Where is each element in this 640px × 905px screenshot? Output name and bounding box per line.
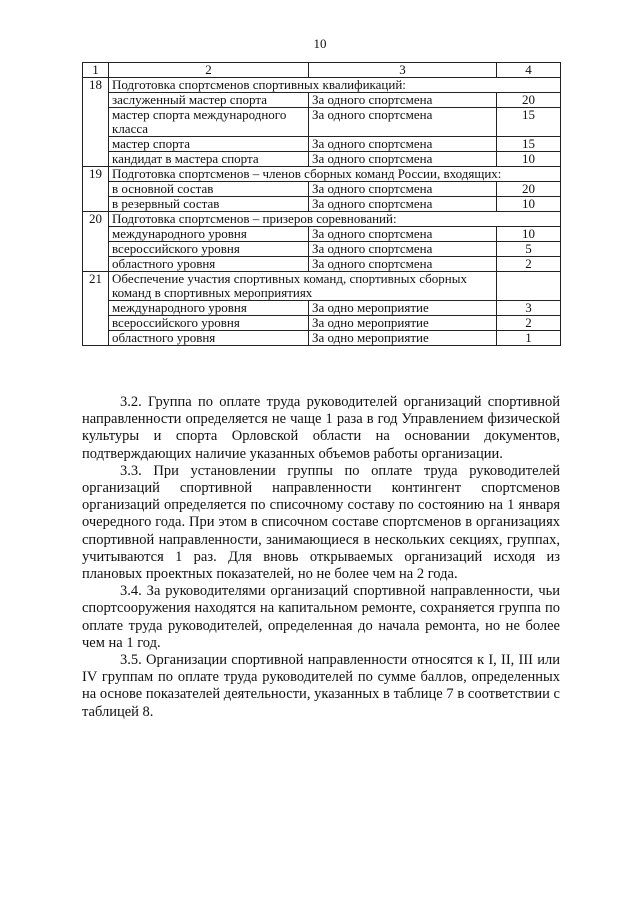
table-row bbox=[83, 257, 561, 272]
row-unit: За одного спортсмена bbox=[309, 182, 497, 197]
row-unit: За одного спортсмена bbox=[309, 152, 497, 167]
row-label: международного уровня bbox=[109, 301, 309, 316]
row-value: 10 bbox=[497, 197, 561, 212]
row-value: 2 bbox=[497, 316, 561, 331]
table-row bbox=[83, 227, 561, 242]
row-value: 5 bbox=[497, 242, 561, 257]
row-unit: За одного спортсмена bbox=[309, 197, 497, 212]
group-title: Подготовка спортсменов – членов сборных команд России, входящих: bbox=[109, 167, 561, 182]
row-unit: За одно мероприятие bbox=[309, 316, 497, 331]
row-label: кандидат в мастера спорта bbox=[109, 152, 309, 167]
row-value: 2 bbox=[497, 257, 561, 272]
row-value: 20 bbox=[497, 93, 561, 108]
group-title: Обеспечение участия спортивных команд, спортивных сборных команд в спортивных мероприятиях bbox=[109, 272, 497, 301]
row-unit: За одно мероприятие bbox=[309, 301, 497, 316]
paragraph-3-3: 3.3. При установлении группы по оплате труда руководителей организаций спортивной направленности контингент спортсменов организаций определяется по списочному составу по состоянию на 1 января очередного года. При этом в списочном составе спортсменов в организациях спортивной направленности, занимающиеся в нескольких секциях, группах, учитываются 1 раз. Для вновь открываемых организаций исходя из плановых проектных показателей, но не более чем на 2 года. bbox=[82, 462, 560, 583]
page-number: 10 bbox=[313, 36, 327, 51]
row-label: областного уровня bbox=[109, 257, 309, 272]
row-value: 15 bbox=[497, 137, 561, 152]
row-label: областного уровня bbox=[109, 331, 309, 346]
row-label: всероссийского уровня bbox=[109, 242, 309, 257]
table-header-row bbox=[83, 63, 561, 78]
column-header: 3 bbox=[309, 63, 497, 78]
table-group-row bbox=[83, 212, 561, 227]
group-title: Подготовка спортсменов – призеров соревнований: bbox=[109, 212, 561, 227]
row-unit: За одно мероприятие bbox=[309, 331, 497, 346]
paragraph-3-5: 3.5. Организации спортивной направленности относятся к I, II, III или IV группам по оплате труда руководителей по сумме баллов, определенных на основе показателей деятельности, указанных в таблице 7 в соответствии с таблицей 8. bbox=[82, 652, 560, 720]
row-value: 10 bbox=[497, 227, 561, 242]
row-unit: За одного спортсмена bbox=[309, 227, 497, 242]
body-text bbox=[82, 394, 560, 721]
row-value: 20 bbox=[497, 182, 561, 197]
row-number: 21 bbox=[83, 272, 109, 346]
table-row bbox=[83, 93, 561, 108]
table-group-row bbox=[83, 272, 561, 301]
table-row bbox=[83, 331, 561, 346]
paragraph-3-2: 3.2. Группа по оплате труда руководителей организаций спортивной направленности определяется не чаще 1 раза в год Управлением физической культуры и спорта Орловской области на основании документов, подтверждающих наличие указанных объемов работы организации. bbox=[82, 394, 560, 462]
row-label: в резервный состав bbox=[109, 197, 309, 212]
table-row bbox=[83, 182, 561, 197]
row-label: в основной состав bbox=[109, 182, 309, 197]
row-unit: За одного спортсмена bbox=[309, 108, 497, 137]
row-unit: За одного спортсмена bbox=[309, 93, 497, 108]
row-label: мастер спорта bbox=[109, 137, 309, 152]
empty-cell bbox=[497, 272, 561, 301]
table-row bbox=[83, 301, 561, 316]
row-label: заслуженный мастер спорта bbox=[109, 93, 309, 108]
row-number: 19 bbox=[83, 167, 109, 212]
row-unit: За одного спортсмена bbox=[309, 242, 497, 257]
table-row bbox=[83, 316, 561, 331]
row-value: 10 bbox=[497, 152, 561, 167]
group-title: Подготовка спортсменов спортивных квалификаций: bbox=[109, 78, 561, 93]
table-group-row bbox=[83, 78, 561, 93]
row-label: мастер спорта международного класса bbox=[109, 108, 309, 137]
column-header: 2 bbox=[109, 63, 309, 78]
row-value: 3 bbox=[497, 301, 561, 316]
column-header: 4 bbox=[497, 63, 561, 78]
indicators-table bbox=[82, 62, 561, 346]
table-group-row bbox=[83, 167, 561, 182]
row-unit: За одного спортсмена bbox=[309, 137, 497, 152]
table-row bbox=[83, 242, 561, 257]
row-label: международного уровня bbox=[109, 227, 309, 242]
row-value: 15 bbox=[497, 108, 561, 137]
table-row bbox=[83, 108, 561, 137]
row-number: 18 bbox=[83, 78, 109, 167]
row-value: 1 bbox=[497, 331, 561, 346]
row-number: 20 bbox=[83, 212, 109, 272]
row-unit: За одного спортсмена bbox=[309, 257, 497, 272]
column-header: 1 bbox=[83, 63, 109, 78]
table-row bbox=[83, 197, 561, 212]
table-row bbox=[83, 152, 561, 167]
row-label: всероссийского уровня bbox=[109, 316, 309, 331]
paragraph-3-4: 3.4. За руководителями организаций спортивной направленности, чьи спортсооружения находятся на капитальном ремонте, сохраняется группа по оплате труда руководителей, определенная до начала ремонта, но не более чем на 1 год. bbox=[82, 583, 560, 651]
table-row bbox=[83, 137, 561, 152]
